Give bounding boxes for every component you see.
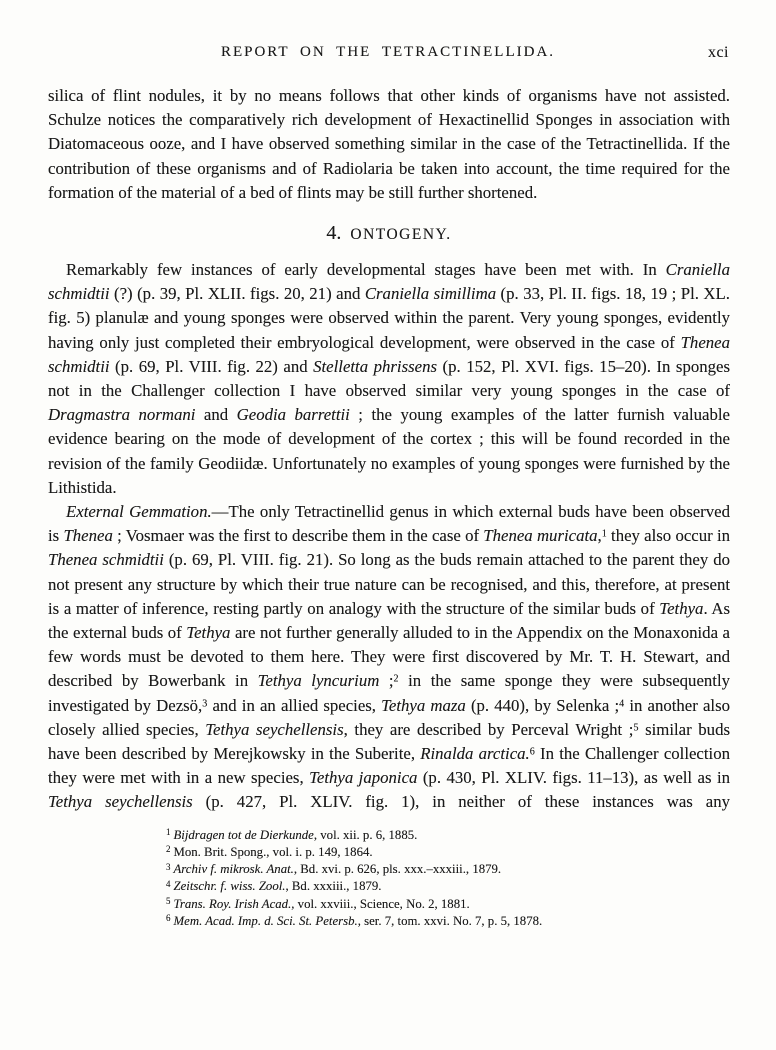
footnote-5 <box>166 896 730 913</box>
running-title: REPORT ON THE TETRACTINELLIDA. <box>220 44 556 60</box>
footnote-text: Trans. Roy. Irish Acad., vol. xxviii., Science, No. 2, 1881. <box>173 896 470 911</box>
page-number: xci <box>707 44 729 61</box>
footnote-4 <box>166 878 730 895</box>
body-paragraph-1: silica of flint nodules, it by no means follows that other kinds of organisms have not assisted. Schulze notices the comparatively rich development of Hexactinellid Sponges in association with Diatomaceous ooze, and I have observed something similar in the case of the Tetractinellida. If the contribution of these organisms and of Radiolaria be taken into account, the time required for the formation of the material of a bed of flints may be still further shortened. <box>48 86 730 202</box>
footnote-3 <box>166 861 730 878</box>
footnote-text: Mem. Acad. Imp. d. Sci. St. Petersb., ser. 7, tom. xxvi. No. 7, p. 5, 1878. <box>173 913 543 928</box>
footnote-text: Archiv f. mikrosk. Anat., Bd. xvi. p. 626, pls. xxx.–xxxiii., 1879. <box>173 862 502 877</box>
footnote-marker: 4 <box>166 878 171 889</box>
footnote-1 <box>166 827 730 844</box>
footnote-2 <box>166 844 730 861</box>
section-title: ONTOGENY. <box>350 226 452 244</box>
section-number: 4. <box>326 222 342 245</box>
footnote-marker: 1 <box>166 827 171 838</box>
section-heading <box>48 219 730 248</box>
footnote-6 <box>166 913 730 930</box>
footnote-marker: 5 <box>166 895 171 906</box>
footnote-marker: 2 <box>166 844 171 855</box>
footnote-text: Bijdragen tot de Dierkunde, vol. xii. p. 6, 1885. <box>173 827 418 842</box>
footnote-text: Mon. Brit. Spong., vol. i. p. 149, 1864. <box>173 844 373 859</box>
footnote-marker: 6 <box>166 913 171 924</box>
body-paragraph-3: External Gemmation.—The only Tetractinellid genus in which external buds have been observed is Thenea ; Vosmaer was the first to describe them in the case of Thenea muricata,$^1$ they also occur in Thenea schmidtii (p. 69, Pl. VIII. fig. 21). So long as the buds remain attached to the parent they do not present any structure by which their true nature can be recognised, and this, therefore, at present is a matter of inference, resting partly on analogy with the structure of the similar buds of Tethya. As the external buds of Tethya are not further generally alluded to in the Appendix on the Monaxonida a few words must be devoted to them here. They were first discovered by Mr. T. H. Stewart, and described by Bowerbank in Tethya lyncurium ;$^2$ in the same sponge they were subsequently investigated by Dezsö,$^3$ and in an allied species, Tethya maza (p. 440), by Selenka ;$^4$ in another also closely allied species, Tethya seychellensis, they are described by Perceval Wright ;$^5$ similar buds have been described by Merejkowsky in the Suberite, Rinalda arctica.$^6$ In the Challenger collection they were met with in a new species, Tethya japonica (p. 430, Pl. XLIV. figs. 11–13), as well as in Tethya seychellensis (p. 427, Pl. XLIV. fig. 1), in neither of these instances was any <box>48 502 731 812</box>
footnote-marker: 3 <box>166 861 171 872</box>
running-head <box>0 0 776 62</box>
page-body <box>0 62 776 930</box>
footnotes-block <box>48 827 730 930</box>
footnote-text: Zeitschr. f. wiss. Zool., Bd. xxxiii., 1879. <box>173 879 382 894</box>
body-paragraph-2: Remarkably few instances of early developmental stages have been met with. In Craniella schmidtii (?) (p. 39, Pl. XLII. figs. 20, 21) and Craniella simillima (p. 33, Pl. II. figs. 18, 19 ; Pl. XL. fig. 5) planulæ and young sponges were observed within the parent. Very young sponges, evidently having only just completed their embryological development, were observed in the case of Thenea schmidtii (p. 69, Pl. VIII. fig. 22) and Stelletta phrissens (p. 152, Pl. XVI. figs. 15–20). In sponges not in the Challenger collection I have observed similar very young sponges in the case of Dragmastra normani and Geodia barrettii ; the young examples of the latter furnish valuable evidence bearing on the mode of development of the cortex ; this will be found recorded in the revision of the family Geodiidæ. Unfortunately no examples of young sponges were furnished by the Lithistida. <box>48 260 730 497</box>
